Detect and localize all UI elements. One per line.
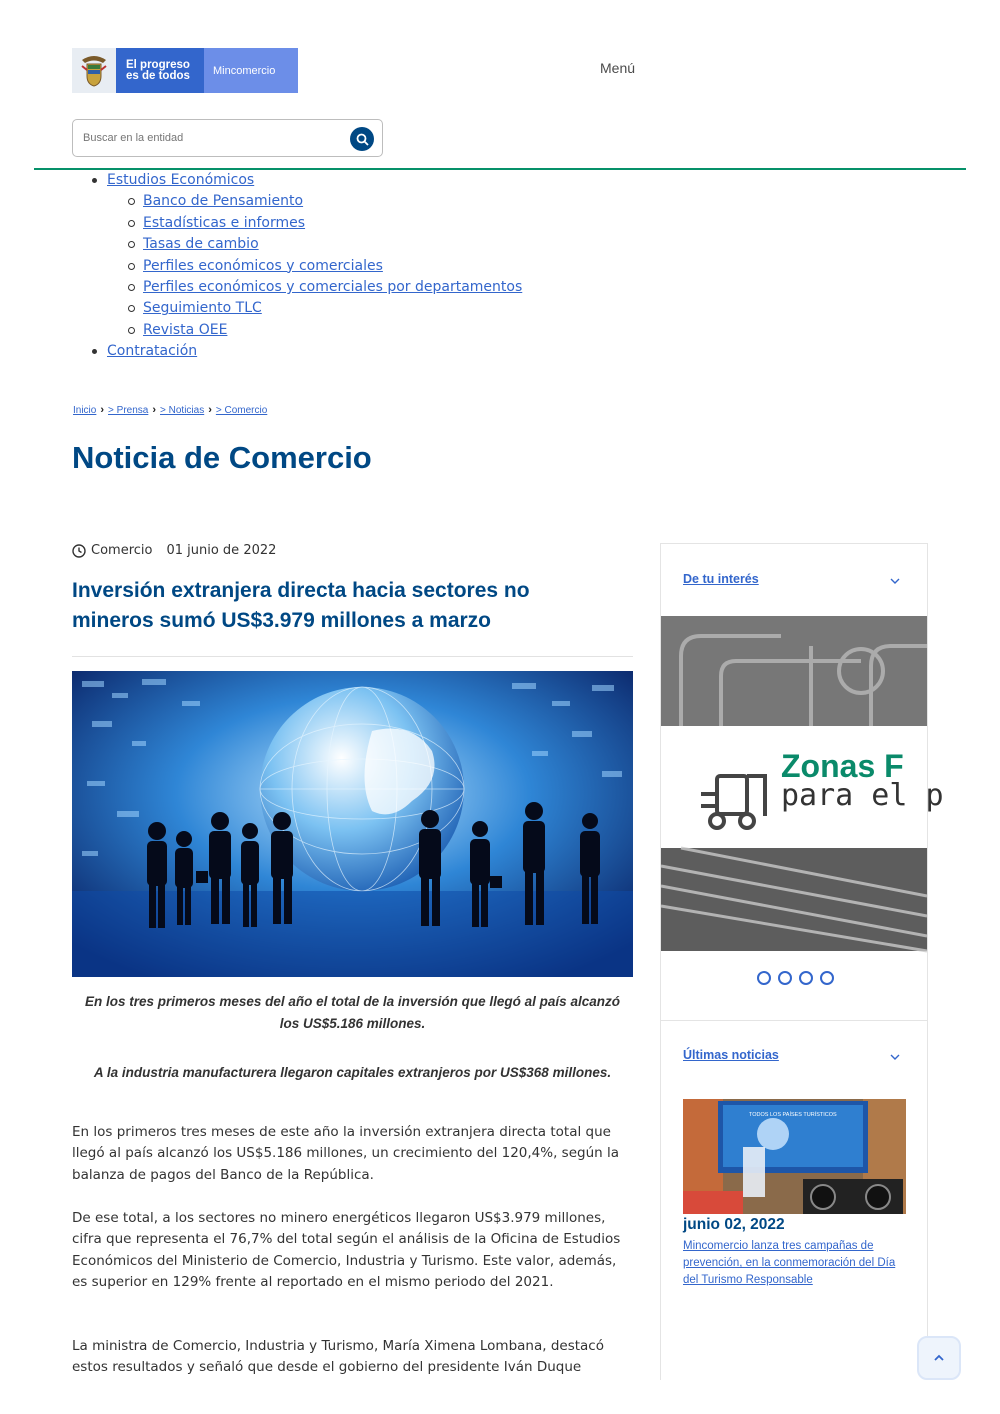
chevron-down-icon[interactable] <box>889 575 901 587</box>
logo-line-2: es de todos <box>126 69 190 82</box>
article-meta <box>72 543 276 558</box>
nav-item-contratacion <box>72 341 522 362</box>
back-to-top-button[interactable] <box>917 1336 961 1380</box>
news-image[interactable] <box>683 1099 906 1214</box>
breadcrumb-separator: › <box>100 404 105 416</box>
nav-subitem <box>107 234 522 255</box>
carousel-dot-2[interactable] <box>778 971 792 985</box>
latest-news-heading[interactable]: Últimas noticias <box>683 1048 779 1062</box>
nav-link-estudios-economicos[interactable]: Estudios Económicos <box>107 172 255 188</box>
news-link[interactable]: Mincomercio lanza tres campañas de prevención, en la conmemoración del Día del Turismo Responsable <box>683 1240 896 1286</box>
breadcrumb-noticias[interactable]: > Noticias <box>160 404 205 416</box>
nav-link-tasas-cambio[interactable]: Tasas de cambio <box>143 236 259 253</box>
interest-heading[interactable]: De tu interés <box>683 572 759 586</box>
news-date: junio 02, 2022 <box>683 1216 785 1233</box>
chevron-up-icon <box>932 1351 946 1365</box>
article-paragraph-3: La ministra de Comercio, Industria y Turismo, María Ximena Lombana, destacó estos resultados y señaló que desde el gobierno del presidente Iván Duque <box>72 1338 604 1376</box>
breadcrumb-separator: › <box>208 404 212 416</box>
logo-slogan <box>116 48 204 93</box>
nav-link-revista-oee[interactable]: Revista OEE <box>143 321 228 338</box>
logo-line-1: El progreso <box>126 58 190 71</box>
image-caption-2: A la industria manufacturera llegaron capitales extranjeros por US$368 millones. <box>93 1065 612 1080</box>
nav-link-estadisticas[interactable]: Estadísticas e informes <box>143 214 306 231</box>
nav-subitem <box>107 320 522 341</box>
promo-banner[interactable] <box>661 616 944 951</box>
article-title: Inversión extranjera directa hacia sectores no mineros sumó US$3.979 millones a marzo <box>72 579 530 632</box>
promo-title: Zonas F <box>781 748 904 784</box>
promo-subtitle: para el p <box>781 778 944 813</box>
divider <box>72 656 633 657</box>
breadcrumb-comercio[interactable]: > Comercio <box>215 404 268 416</box>
article-paragraph-1: En los primeros tres meses de este año la inversión extranjera directa total que llegó al país alcanzó los US$5.186 millones, un crecimiento del 120,4%, según la balanza de pagos del Banco de la República. <box>72 1124 620 1183</box>
carousel-dot-1[interactable] <box>757 971 771 985</box>
article-paragraph-2: De ese total, a los sectores no minero energéticos llegaron US$3.979 millones, cifra que representa el 76,7% del total según el análisis de la Oficina de Estudios Económicos del Ministerio de Comercio, Industria y Turismo. Este valor, además, es superior en 129% frente al reportado en el mismo periodo del 2021. <box>72 1210 621 1291</box>
carousel-dots <box>757 971 834 985</box>
nav-item-estudios-economicos <box>72 170 522 341</box>
nav-link-banco-pensamiento[interactable]: Banco de Pensamiento <box>143 193 304 210</box>
nav-menu <box>72 170 522 363</box>
chevron-down-icon[interactable] <box>889 1051 901 1063</box>
nav-subitem <box>107 298 522 319</box>
logo-entity: Mincomercio <box>204 48 298 93</box>
image-caption-1: En los tres primeros meses del año el total de la inversión que llegó al país alcanzó los US$5.186 millones. <box>85 994 620 1031</box>
nav-subitem <box>107 191 522 212</box>
nav-subitem <box>107 256 522 277</box>
article-category: Comercio <box>91 543 153 558</box>
carousel-dot-3[interactable] <box>799 971 813 985</box>
article-date: 01 junio de 2022 <box>166 543 277 558</box>
search-button[interactable] <box>350 127 374 151</box>
nav-link-contratacion[interactable]: Contratación <box>107 343 198 360</box>
nav-subitem <box>107 277 522 298</box>
coat-of-arms-icon <box>72 48 116 93</box>
breadcrumb <box>73 404 267 416</box>
news-image-banner: TODOS LOS PAÍSES TURÍSTICOS <box>749 1112 837 1118</box>
search-icon <box>356 133 369 146</box>
nav-link-perfiles-departamentos[interactable]: Perfiles económicos y comerciales por departamentos <box>143 279 523 296</box>
menu-button[interactable]: Menú <box>600 60 636 76</box>
carousel-dot-4[interactable] <box>820 971 834 985</box>
nav-link-seguimiento-tlc[interactable]: Seguimiento TLC <box>143 300 262 317</box>
search-input[interactable] <box>83 129 343 147</box>
nav-subitem <box>107 213 522 234</box>
logo[interactable] <box>72 48 298 93</box>
breadcrumb-prensa[interactable]: > Prensa <box>108 404 149 416</box>
clock-icon <box>72 544 86 558</box>
page-title: Noticia de Comercio <box>72 440 372 475</box>
breadcrumb-inicio[interactable]: Inicio <box>73 404 97 416</box>
article-image <box>72 671 633 977</box>
breadcrumb-separator: › <box>152 404 157 416</box>
search-box <box>72 119 383 157</box>
nav-link-perfiles[interactable]: Perfiles económicos y comerciales <box>143 257 383 274</box>
